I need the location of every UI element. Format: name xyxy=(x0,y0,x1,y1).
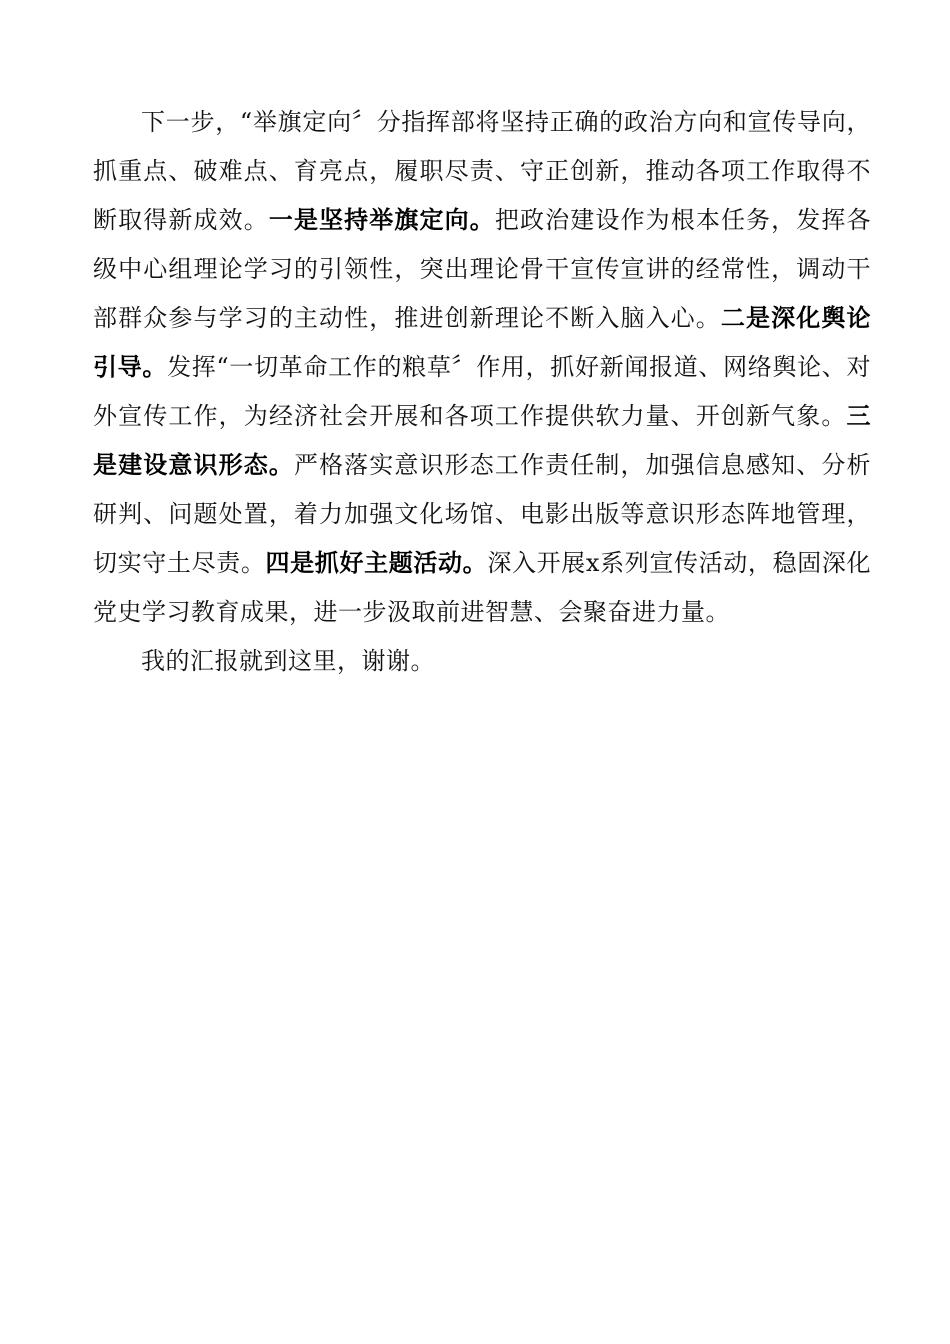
paragraph-closing: 我的汇报就到这里，谢谢。 xyxy=(141,647,435,675)
paragraph-text: 把政治建设作为根本任务，发挥各级中心组理论学习的引领性，突出理论骨干宣传宣讲的经常性，调动干部群众参与学习的主动性，推进创新理论不断入脑入心。 xyxy=(93,206,872,332)
bold-heading-1: 一是坚持举旗定向。 xyxy=(268,206,495,234)
paragraph-text: 深入开展x系列宣传活动，稳固深化党史学习教育成果，进一步汲取前进智慧、会聚奋进力量。 xyxy=(93,549,872,626)
bold-heading-4: 四是抓好主题活动。 xyxy=(265,549,488,577)
paragraph-text: 发挥“一切革命工作的粮草〞作用，抓好新闻报道、网络舆论、对外宣传工作，为经济社会开展和各项工作提供软力量、开创新气象。 xyxy=(93,353,871,430)
paragraph-text: 严格落实意识形态工作责任制，加强信息感知、分析研判、问题处置，着力加强文化场馆、电影出版等意识形态阵地管理，切实守土尽责。 xyxy=(93,451,872,577)
paragraph-next-steps xyxy=(93,98,871,637)
bold-heading-3: 三是建设意识形态。 xyxy=(93,402,871,479)
paragraph-text: 下一步，“举旗定向〞分指挥部将坚持正确的政治方向和宣传导向，抓重点、破难点、育亮点，履职尽责、守正创新，推动各项工作取得不断取得新成效。 xyxy=(93,108,871,234)
bold-heading-2: 二是深化舆论引导。 xyxy=(93,304,872,381)
document-body xyxy=(93,98,871,686)
